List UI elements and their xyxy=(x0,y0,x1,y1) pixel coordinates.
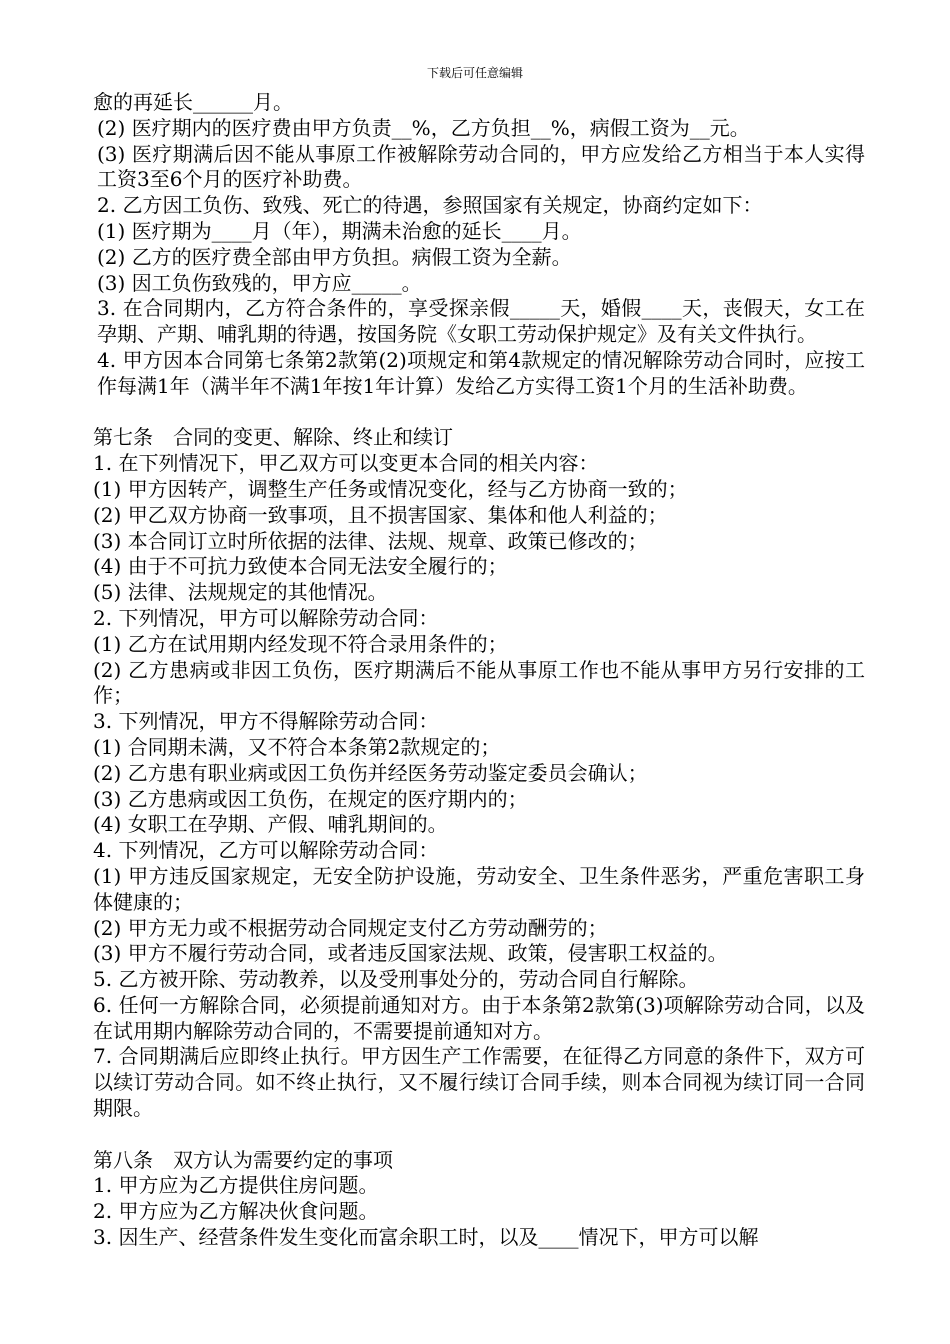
paragraph: 2. 下列情况，甲方可以解除劳动合同： xyxy=(93,605,439,630)
paragraph: (2) 乙方患病或非因工负伤，医疗期满后不能从事原工作也不能从事甲方另行安排的工作； xyxy=(93,657,865,708)
paragraph: 5. 乙方被开除、劳动教养，以及受刑事处分的，劳动合同自行解除。 xyxy=(93,967,699,992)
paragraph: 第七条 合同的变更、解除、终止和续订 xyxy=(93,425,453,450)
paragraph: (1) 甲方违反国家规定，无安全防护设施，劳动安全、卫生条件恶劣，严重危害职工身体健康的； xyxy=(93,863,865,914)
paragraph: (2) 乙方患有职业病或因工负伤并经医务劳动鉴定委员会确认； xyxy=(93,760,648,785)
paragraph: (2) 医疗期内的医疗费由甲方负责__%，乙方负担__%，病假工资为__元。 xyxy=(97,115,750,140)
paragraph: 1. 甲方应为乙方提供住房问题。 xyxy=(93,1173,379,1198)
page-header: 下载后可任意编辑 xyxy=(426,66,523,80)
paragraph: 愈的再延长______月。 xyxy=(93,90,293,114)
paragraph: (2) 甲方无力或不根据劳动合同规定支付乙方劳动酬劳的； xyxy=(93,915,608,940)
paragraph: (3) 医疗期满后因不能从事原工作被解除劳动合同的，甲方应发给乙方相当于本人实得工资3至6个月的医疗补助费。 xyxy=(97,141,865,192)
paragraph: 4. 甲方因本合同第七条第2款第(2)项规定和第4款规定的情况解除劳动合同时，应按工作每满1年（满半年不满1年按1年计算）发给乙方实得工资1个月的生活补助费。 xyxy=(97,347,865,398)
paragraph: 2. 甲方应为乙方解决伙食问题。 xyxy=(93,1199,379,1224)
blank-line xyxy=(93,1122,865,1148)
paragraph: (1) 乙方在试用期内经发现不符合录用条件的； xyxy=(93,631,508,656)
paragraph: 第八条 双方认为需要约定的事项 xyxy=(93,1147,393,1172)
paragraph: (1) 甲方因转产，调整生产任务或情况变化，经与乙方协商一致的； xyxy=(93,476,688,501)
paragraph: 3. 在合同期内，乙方符合条件的，享受探亲假_____天，婚假____天，丧假天，女工在孕期、产期、哺乳期的待遇，按国务院《女职工劳动保护规定》及有关文件执行。 xyxy=(97,296,865,347)
document-body xyxy=(93,90,865,1251)
blank-line xyxy=(93,400,865,426)
paragraph: 2. 乙方因工负伤、致残、死亡的待遇，参照国家有关规定，协商约定如下： xyxy=(97,193,763,218)
paragraph: 4. 下列情况，乙方可以解除劳动合同： xyxy=(93,838,439,863)
paragraph: (3) 本合同订立时所依据的法律、法规、规章、政策已修改的； xyxy=(93,528,648,553)
paragraph: (3) 乙方患病或因工负伤，在规定的医疗期内的； xyxy=(93,786,528,811)
paragraph: 7. 合同期满后应即终止执行。甲方因生产工作需要，在征得乙方同意的条件下，双方可以续订劳动合同。如不终止执行，又不履行续订合同手续，则本合同视为续订同一合同期限。 xyxy=(93,1044,865,1121)
paragraph: 6. 任何一方解除合同，必须提前通知对方。由于本条第2款第(3)项解除劳动合同，以及在试用期内解除劳动合同的，不需要提前通知对方。 xyxy=(93,992,865,1043)
paragraph: (5) 法律、法规规定的其他情况。 xyxy=(93,580,388,605)
paragraph: (1) 医疗期为____月（年），期满未治愈的延长____月。 xyxy=(97,218,582,243)
paragraph: (4) 由于不可抗力致使本合同无法安全履行的； xyxy=(93,554,508,579)
paragraph: (1) 合同期未满，又不符合本条第2款规定的； xyxy=(93,734,501,759)
paragraph: (4) 女职工在孕期、产假、哺乳期间的。 xyxy=(93,812,448,837)
paragraph: (2) 乙方的医疗费全部由甲方负担。病假工资为全薪。 xyxy=(97,244,572,269)
paragraph: (3) 因工负伤致残的，甲方应_____。 xyxy=(97,270,422,295)
paragraph: (2) 甲乙双方协商一致事项，且不损害国家、集体和他人利益的； xyxy=(93,502,668,527)
paragraph: 3. 因生产、经营条件发生变化而富余职工时，以及____情况下，甲方可以解 xyxy=(93,1225,759,1250)
paragraph: 1. 在下列情况下，甲乙双方可以变更本合同的相关内容： xyxy=(93,451,599,476)
paragraph: (3) 甲方不履行劳动合同，或者违反国家法规、政策，侵害职工权益的。 xyxy=(93,941,728,966)
paragraph: 3. 下列情况，甲方不得解除劳动合同： xyxy=(93,709,439,734)
